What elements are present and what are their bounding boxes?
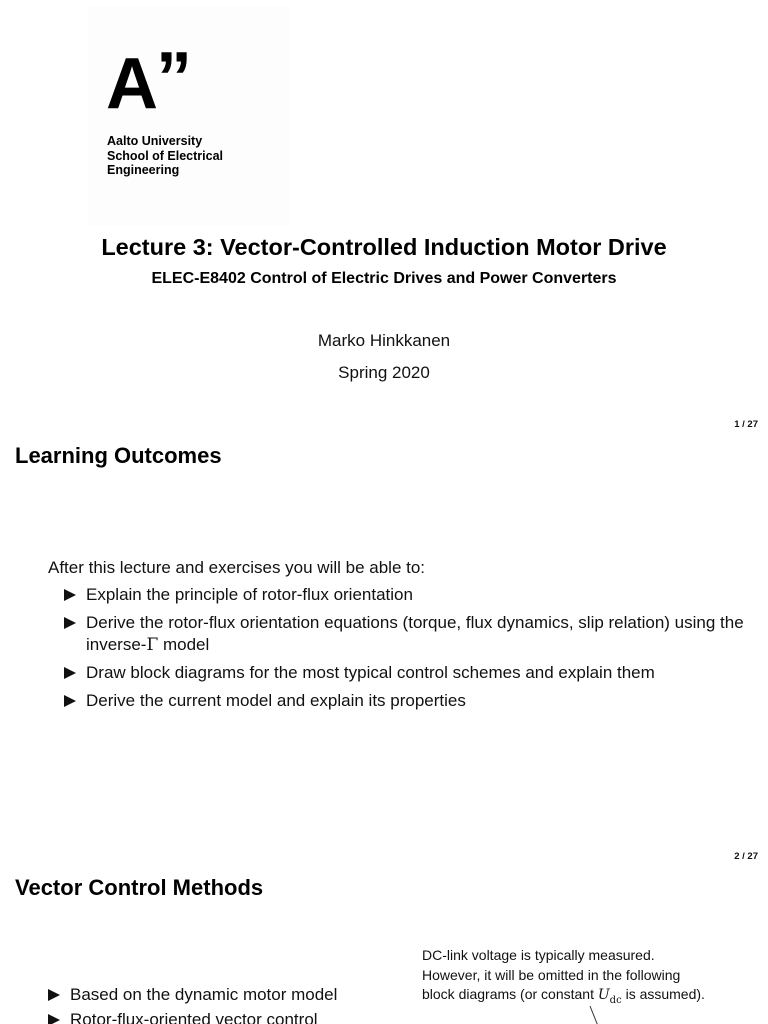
bullet-triangle-icon <box>64 695 76 707</box>
gamma-symbol: Γ <box>146 635 159 655</box>
list-item <box>64 690 744 712</box>
logo-line-school: School of Electrical <box>107 148 224 163</box>
list-item <box>64 584 744 606</box>
learning-outcomes-slide <box>0 432 768 864</box>
list-item <box>64 662 744 684</box>
list-item-text: Based on the dynamic motor model <box>70 985 338 1004</box>
list-item-text: Derive the current model and explain its properties <box>86 691 466 710</box>
note-line: However, it will be omitted in the following <box>422 966 681 983</box>
dc-link-note <box>422 946 742 1010</box>
logo-letter: A <box>106 44 156 124</box>
title-slide <box>0 0 768 432</box>
logo-line-university: Aalto University <box>107 134 203 148</box>
udc-symbol: U <box>597 987 610 1003</box>
logo-quote: ” <box>156 38 186 118</box>
list-item-text: Explain the principle of rotor-flux orientation <box>86 585 413 604</box>
page-number: 2 / 27 <box>734 851 758 862</box>
list-item-text: Rotor-flux-oriented vector control <box>70 1010 318 1024</box>
bullet-triangle-icon <box>48 1014 60 1024</box>
methods-list <box>48 984 408 1024</box>
list-item <box>48 1009 408 1024</box>
logo-line-engineering: Engineering <box>107 163 180 177</box>
udc-subscript: dc <box>609 994 622 1006</box>
note-line <box>422 985 742 1010</box>
note-text: is assumed). <box>621 986 705 1002</box>
list-item <box>64 612 744 656</box>
note-text: block diagrams (or constant <box>422 986 598 1002</box>
course-subtitle: ELEC-E8402 Control of Electric Drives and Power Converters <box>151 270 617 287</box>
aalto-logo-mark <box>106 38 186 124</box>
page-number: 1 / 27 <box>734 419 758 430</box>
bullet-triangle-icon <box>64 589 76 601</box>
slide-heading: Vector Control Methods <box>15 875 264 900</box>
slide-heading: Learning Outcomes <box>15 443 222 468</box>
annotation-pointer-line <box>588 1004 618 1024</box>
list-item-text: Derive the rotor-flux orientation equations (torque, flux dynamics, slip relation) using the inverse- <box>86 613 744 654</box>
outcomes-list <box>64 584 744 718</box>
logo-text <box>107 134 223 178</box>
lecture-title: Lecture 3: Vector-Controlled Induction Motor Drive <box>101 234 667 260</box>
note-line: DC-link voltage is typically measured. <box>422 947 655 963</box>
intro-text: After this lecture and exercises you will be able to: <box>48 558 426 577</box>
vector-control-methods-slide <box>0 864 768 1024</box>
list-item-text-tail: model <box>158 635 210 654</box>
bullet-triangle-icon <box>48 989 60 1001</box>
bullet-triangle-icon <box>64 667 76 679</box>
list-item <box>48 984 408 1006</box>
author-name: Marko Hinkkanen <box>317 331 451 350</box>
bullet-triangle-icon <box>64 617 76 629</box>
term-date: Spring 2020 <box>338 363 430 382</box>
list-item-text: Draw block diagrams for the most typical control schemes and explain them <box>86 663 655 682</box>
